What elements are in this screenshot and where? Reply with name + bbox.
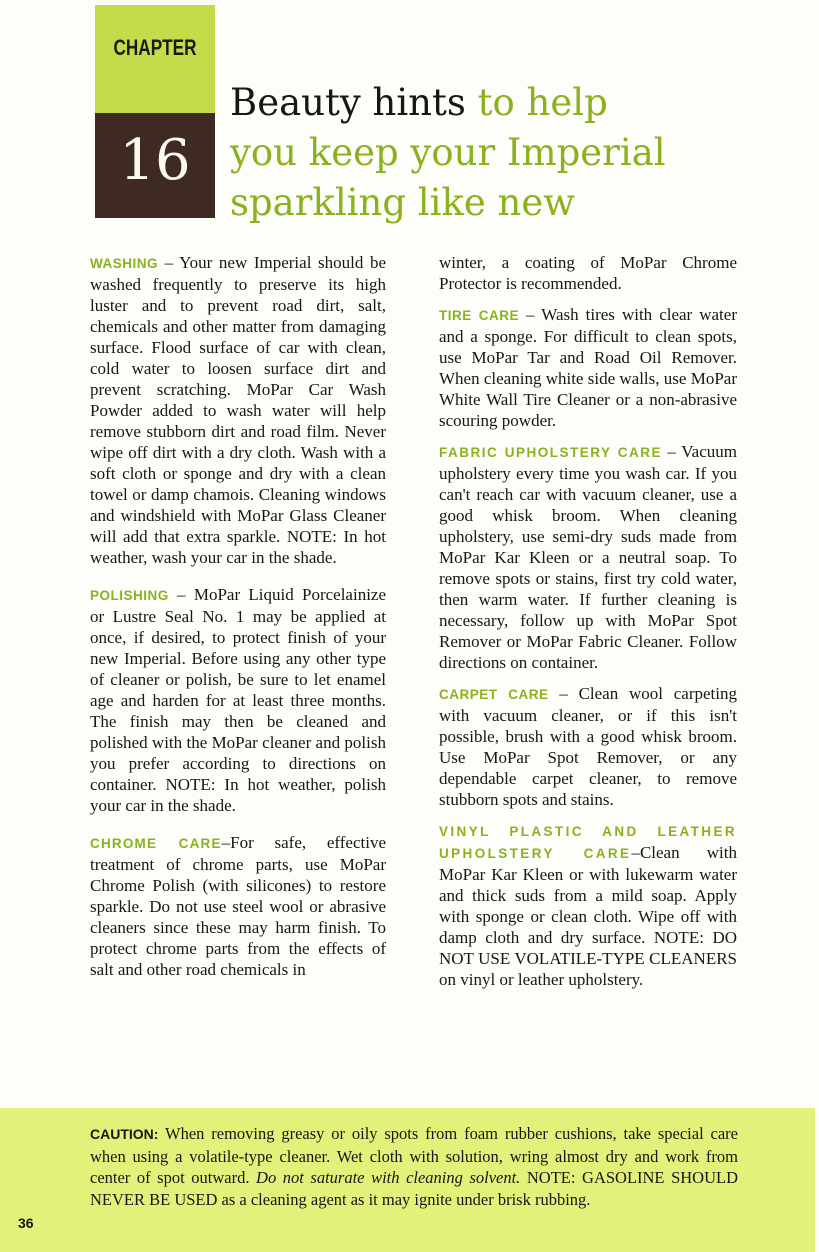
page-number: 36 <box>18 1215 34 1231</box>
page-title <box>230 78 666 228</box>
section-body: For safe, effective treatment of chrome parts, use MoPar Chrome Polish (with silicones) to restore sparkle. Do not use steel wool or abrasive cleaners since these may harm finish. To protect chrome parts from the effects of salt and other road chemicals in <box>90 833 386 979</box>
title-line-1-rest: to help <box>465 81 608 124</box>
section-body: Clean wool carpeting with vacuum cleaner, or if this isn't possible, brush with a good whisk broom. Use MoPar Spot Remover, or any dependable carpet cleaner, to remove stubborn spots and stains. <box>439 684 737 809</box>
right-column <box>439 252 737 1000</box>
section-dash: – <box>158 253 180 272</box>
caution-text <box>90 1123 738 1210</box>
title-line-2: you keep your Imperial <box>230 131 666 174</box>
section-heading: CHROME CARE <box>90 836 222 851</box>
section-heading: FABRIC UPHOLSTERY CARE <box>439 445 663 460</box>
section-dash: – <box>662 442 682 461</box>
section-dash: – <box>548 684 579 703</box>
section-vinyl-leather-care <box>439 820 737 990</box>
section-chrome-care-continued <box>439 252 737 294</box>
section-dash: – <box>168 585 194 604</box>
caution-italic: Do not saturate with cleaning solvent. <box>256 1168 521 1187</box>
section-body: Wash tires with clear water and a sponge. For difficult to clean spots, use MoPar Tar and Road Oil Remover. When cleaning white side walls, use MoPar White Wall Tire Cleaner or a non-abrasive scouring powder. <box>439 305 737 430</box>
section-tire-care <box>439 304 737 431</box>
section-heading: POLISHING <box>90 588 169 603</box>
section-fabric-upholstery-care <box>439 441 737 673</box>
caution-box <box>0 1108 815 1252</box>
section-body: MoPar Liquid Porcelainize or Lustre Seal No. 1 may be applied at once, if desired, to protect finish of your new Imperial. Before using any other type of cleaner or polish, be sure to let enamel age and harden for at least three months. The finish may then be cleaned and polished with the MoPar cleaner and polish you prefer according to directions on container. NOTE: In hot weather, polish your car in the shade. <box>90 585 387 815</box>
section-heading: CARPET CARE <box>439 687 549 702</box>
section-heading: VINYL PLASTIC AND LEATHER UPHOLSTERY CARE <box>439 824 737 861</box>
chapter-badge <box>95 5 215 218</box>
section-body: winter, a coating of MoPar Chrome Protector is recommended. <box>439 253 737 293</box>
section-carpet-care <box>439 683 737 810</box>
left-column <box>90 252 386 990</box>
caution-body-1: When removing greasy or oily spots from foam rubber cushions, take special care when using a volatile-type cleaner. Wet cloth with solution, wring almost dry and work from center of spot outward. <box>90 1124 738 1187</box>
section-body: Clean with MoPar Kar Kleen or with lukewarm water and thick suds from a mild soap. Apply with sponge or clean cloth. Wipe off with damp cloth and dry surface. NOTE: DO NOT USE VOLATILE-TYPE CLEANERS on vinyl or leather upholstery. <box>439 843 737 989</box>
section-body: Your new Imperial should be washed frequently to preserve its high luster and to prevent road dirt, salt, chemicals and other matter from damaging surface. Flood surface of car with clean, cold water to loosen surface dirt and prevent scratching. MoPar Car Wash Powder added to wash water will help remove stubborn dirt and road film. Never wipe off dirt with a dry cloth. Wash with a soft cloth or sponge and dry with a clean towel or damp chamois. Cleaning windows and windshield with MoPar Glass Cleaner will add that extra sparkle. NOTE: In hot weather, wash your car in the shade. <box>90 253 386 567</box>
section-dash: – <box>221 833 231 852</box>
chapter-number: 16 <box>119 128 191 193</box>
title-emphasis: Beauty hints <box>230 81 466 124</box>
chapter-number-panel <box>95 113 215 218</box>
title-line-3: sparkling like new <box>230 181 575 224</box>
section-heading: WASHING <box>90 256 159 271</box>
title-line-1 <box>230 78 666 128</box>
caution-body-2: NOTE: GASOLINE SHOULD NEVER BE USED as a cleaning agent as it may ignite under brisk rubbing. <box>90 1168 739 1209</box>
chapter-label-panel <box>95 5 215 113</box>
section-dash: – <box>631 843 640 862</box>
section-body: Vacuum upholstery every time you wash car. If you can't reach car with vacuum cleaner, use a good whisk broom. When cleaning upholstery, use semi-dry suds made from MoPar Kar Kleen or a neutral soap. To remove spots or stains, first try cold water, then warm water. If further cleaning is necessary, follow up with MoPar Spot Remover or MoPar Fabric Cleaner. Follow directions on container. <box>439 442 737 672</box>
section-chrome-care <box>90 832 386 980</box>
chapter-label: CHAPTER <box>113 35 197 60</box>
section-heading: TIRE CARE <box>439 308 520 323</box>
section-washing <box>90 252 386 568</box>
caution-heading: CAUTION: <box>90 1126 159 1142</box>
section-dash: – <box>519 305 542 324</box>
section-polishing <box>90 584 386 816</box>
